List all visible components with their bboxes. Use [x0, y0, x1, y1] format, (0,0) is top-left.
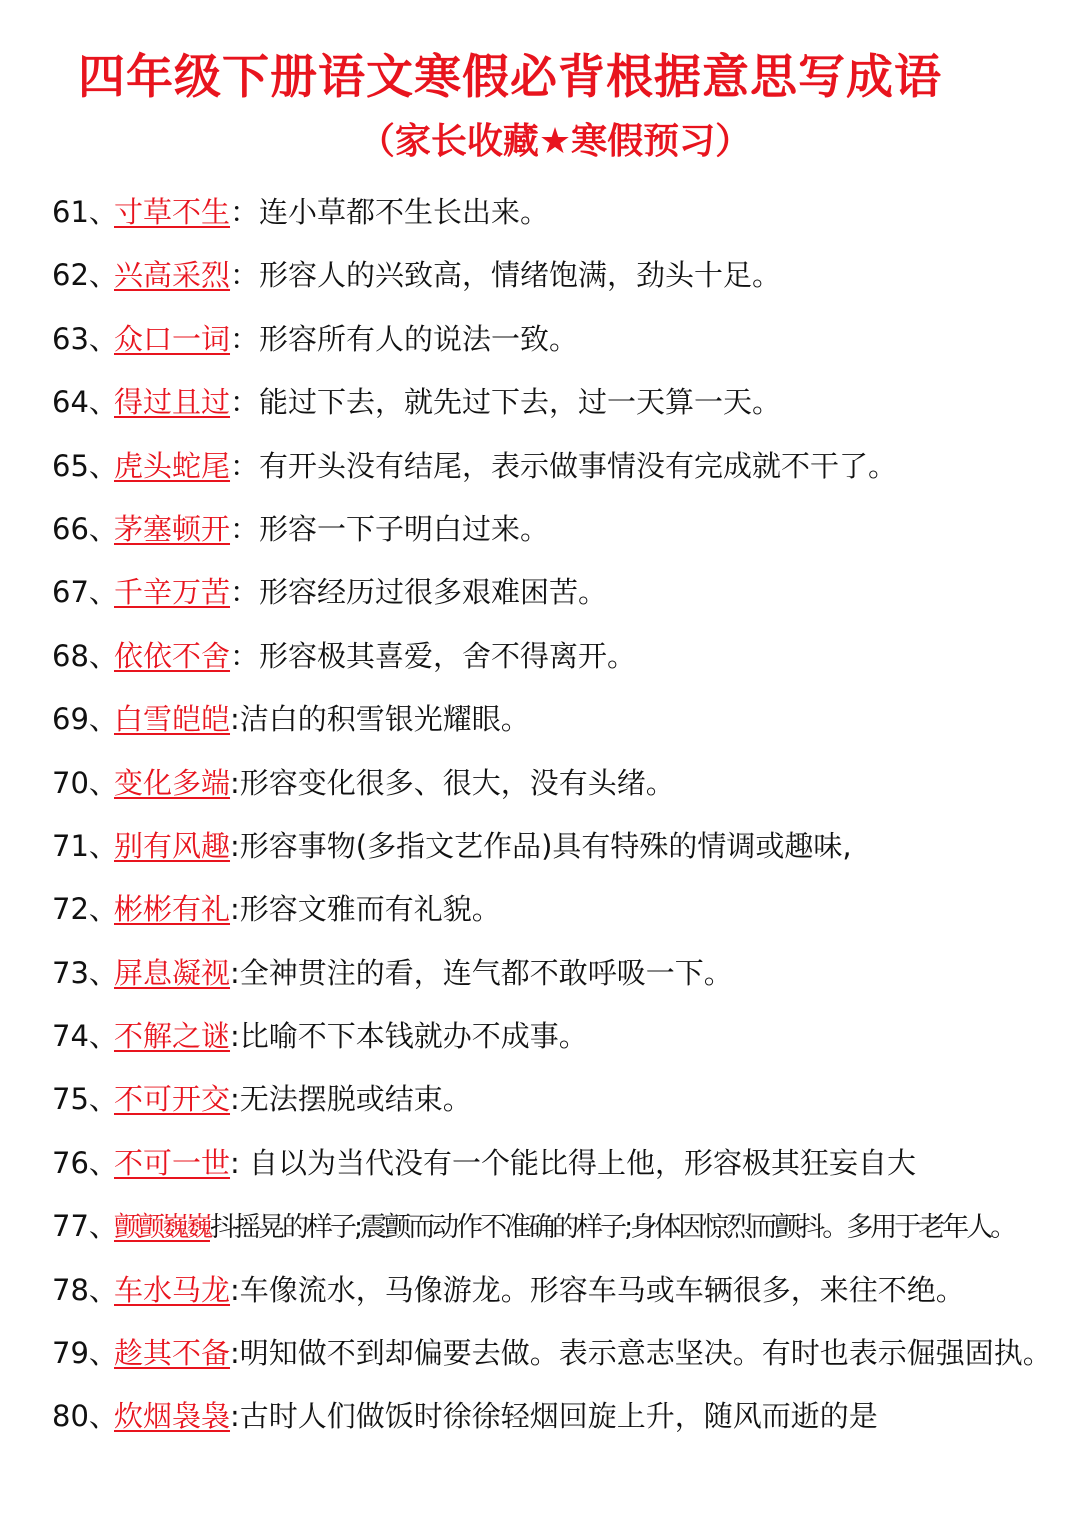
- list-item: [52, 878, 1062, 941]
- idiom-answer: 不可开交: [114, 1082, 231, 1117]
- list-item: [52, 1068, 1062, 1131]
- idiom-definition: ：形容经历过很多艰难困苦。: [230, 575, 608, 610]
- idiom-definition: ：形容一下子明白过来。: [230, 511, 550, 546]
- list-item: [52, 1132, 1062, 1195]
- list-item: [52, 498, 1062, 561]
- item-number: 80、: [52, 1399, 118, 1434]
- item-number: 66、: [52, 511, 118, 546]
- idiom-definition: :古时人们做饭时徐徐轻烟回旋上升，随风而逝的是: [230, 1399, 878, 1434]
- item-number: 65、: [52, 448, 118, 483]
- list-item: [52, 625, 1062, 688]
- item-number: 70、: [52, 765, 118, 800]
- item-number: 63、: [52, 321, 118, 356]
- list-item: [52, 1195, 1062, 1258]
- idiom-definition: :明知做不到却偏要去做。表示意志坚决。有时也表示倔强固执。: [230, 1336, 1052, 1371]
- list-item: [52, 752, 1062, 815]
- item-number: 64、: [52, 385, 118, 420]
- page-title: 四年级下册语文寒假必背根据意思写成语: [78, 50, 942, 105]
- list-item: [52, 308, 1062, 371]
- item-number: 76、: [52, 1145, 118, 1180]
- list-item: [52, 688, 1062, 751]
- idiom-answer: 得过且过: [114, 385, 231, 420]
- item-number: 78、: [52, 1272, 118, 1307]
- page-subtitle: （家长收藏★寒假预习）: [358, 121, 752, 162]
- list-item: [52, 1385, 1062, 1448]
- idiom-definition: :车像流水，马像游龙。形容车马或车辆很多，来往不绝。: [230, 1272, 965, 1307]
- idiom-answer: 兴高采烈: [114, 258, 231, 293]
- idiom-answer: 彬彬有礼: [114, 892, 231, 927]
- item-number: 72、: [52, 892, 118, 927]
- item-number: 62、: [52, 258, 118, 293]
- idiom-answer: 白雪皑皑: [114, 702, 231, 737]
- list-item: [52, 181, 1062, 244]
- item-number: 67、: [52, 575, 118, 610]
- item-number: 69、: [52, 702, 118, 737]
- idiom-definition: ：形容人的兴致高，情绪饱满，劲头十足。: [230, 258, 782, 293]
- idiom-answer: 依依不舍: [114, 638, 231, 673]
- idiom-definition: :形容文雅而有礼貌。: [230, 892, 501, 927]
- idiom-definition: ：形容极其喜爱，舍不得离开。: [230, 638, 637, 673]
- item-number: 79、: [52, 1336, 118, 1371]
- idiom-definition: ：连小草都不生长出来。: [230, 195, 550, 229]
- item-number: 71、: [52, 828, 118, 863]
- idiom-answer: 千辛万苦: [114, 575, 231, 610]
- idiom-definition: ：能过下去，就先过下去，过一天算一天。: [230, 385, 782, 420]
- idiom-answer: 不可一世: [114, 1145, 231, 1180]
- list-item: [52, 1005, 1062, 1068]
- idiom-answer: 趁其不备: [114, 1336, 231, 1371]
- idiom-definition: 抖摇晃的样子;震颤而动作不准确的样子;身体因惊烈而颤抖。多用于老年人。: [210, 1212, 1015, 1244]
- item-number: 61、: [52, 195, 118, 229]
- idiom-definition: ：有开头没有结尾，表示做事情没有完成就不干了。: [230, 448, 898, 483]
- idiom-definition: :比喻不下本钱就办不成事。: [230, 1019, 588, 1054]
- idiom-definition: ：形容所有人的说法一致。: [230, 321, 579, 356]
- idiom-answer: 屏息凝视: [114, 955, 231, 990]
- item-number: 73、: [52, 955, 118, 990]
- list-item: [52, 561, 1062, 624]
- list-item: [52, 1259, 1062, 1322]
- list-item: [52, 815, 1062, 878]
- item-number: 77、: [52, 1209, 118, 1244]
- idiom-definition: : 自以为当代没有一个能比得上他，形容极其狂妄自大: [230, 1145, 917, 1180]
- page-header: [0, 46, 1080, 170]
- item-number: 74、: [52, 1019, 118, 1054]
- item-number: 68、: [52, 638, 118, 673]
- idiom-definition: :洁白的积雪银光耀眼。: [230, 702, 530, 737]
- list-item: [52, 942, 1062, 1005]
- list-item: [52, 371, 1062, 434]
- list-item: [52, 435, 1062, 498]
- idiom-definition: :无法摆脱或结束。: [230, 1082, 472, 1117]
- idiom-answer: 变化多端: [114, 765, 231, 800]
- idiom-answer: 寸草不生: [114, 195, 231, 229]
- idiom-answer: 车水马龙: [114, 1272, 231, 1307]
- idiom-answer: 茅塞顿开: [114, 511, 231, 546]
- idiom-answer: 不解之谜: [114, 1019, 231, 1054]
- item-number: 75、: [52, 1082, 118, 1117]
- idiom-answer: 炊烟袅袅: [114, 1399, 231, 1434]
- idiom-definition: :全神贯注的看，连气都不敢呼吸一下。: [230, 955, 733, 990]
- idiom-list: [52, 181, 1062, 1449]
- idiom-definition: :形容事物(多指文艺作品)具有特殊的情调或趣味,: [230, 828, 852, 863]
- list-item: [52, 1322, 1062, 1385]
- list-item: [52, 244, 1062, 307]
- idiom-answer: 虎头蛇尾: [114, 448, 231, 483]
- idiom-answer: 众口一词: [114, 321, 231, 356]
- idiom-answer: 颤颤巍巍: [114, 1212, 210, 1244]
- idiom-answer: 别有风趣: [114, 828, 231, 863]
- idiom-definition: :形容变化很多、很大，没有头绪。: [230, 765, 675, 800]
